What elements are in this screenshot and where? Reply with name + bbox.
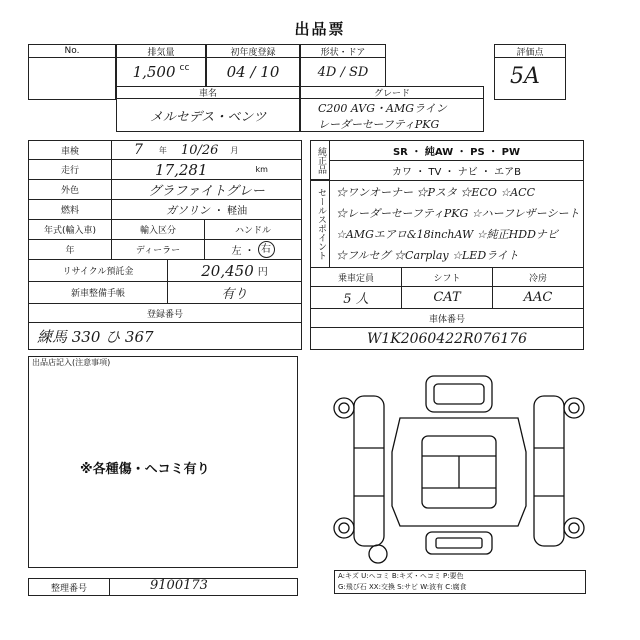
- management-number-label: 整理番号: [28, 578, 110, 596]
- wheel-rear-left: [334, 518, 354, 538]
- displacement-label: 排気量: [116, 44, 206, 58]
- recycle-value: 20,450: [201, 261, 254, 280]
- exterior-color-value: グラファイトグレー: [111, 179, 302, 200]
- fuel-value-cell: [111, 199, 302, 220]
- rear-roof-outline: [426, 376, 492, 412]
- sales-point-3: ☆AMGエアロ&18inchAW ☆純正HDDナビ: [336, 228, 558, 241]
- page-title: 出品票: [294, 20, 346, 38]
- first-registration-value: 04 / 10: [206, 57, 300, 87]
- handle-label: ハンドル: [204, 219, 302, 240]
- year-unit: 年: [158, 145, 167, 155]
- passengers-value: 5 人: [310, 286, 402, 309]
- ac-label: 冷房: [492, 267, 584, 287]
- passengers-label: 乗車定員: [310, 267, 402, 287]
- sales-point-label: セールスポイント: [315, 188, 326, 260]
- month-unit: 月: [230, 145, 239, 155]
- rear-window-outline: [434, 384, 484, 404]
- wheel-front-right: [564, 398, 584, 418]
- registration-number-label: 登録番号: [28, 303, 302, 323]
- shape-door-label: 形状・ドア: [300, 44, 386, 58]
- year-label: 年: [28, 239, 112, 260]
- car-name-value: メルセデス・ベンツ: [116, 98, 300, 132]
- recycle-unit: 円: [257, 267, 268, 278]
- shape-door-value: 4D / SD: [300, 57, 386, 87]
- handle-right-circled: [258, 241, 275, 258]
- first-registration-label: 初年度登録: [206, 44, 300, 58]
- sales-point-label-cell: [310, 180, 330, 268]
- left-side-outline: [354, 396, 384, 546]
- fuel-option: ・ 軽油: [213, 206, 248, 217]
- model-year-label: 年式(輸入車): [28, 219, 112, 240]
- maintenance-manual-value: 有り: [167, 281, 302, 304]
- handle-separator: ・: [244, 246, 255, 257]
- management-number-value: 9100173: [150, 578, 208, 593]
- shift-value: CAT: [401, 286, 493, 309]
- shift-label: シフト: [401, 267, 493, 287]
- vin-value: W1K2060422R076176: [310, 327, 584, 350]
- recycle-label: リサイクル預託金: [28, 259, 168, 282]
- car-damage-diagram: [330, 356, 588, 568]
- fuel-label: 燃料: [28, 199, 112, 220]
- fuel-value: ガソリン: [165, 203, 210, 217]
- sales-point-2: ☆レーダーセーフティPKG ☆ハーフレザーシート: [336, 207, 580, 220]
- wheel-rear-right: [564, 518, 584, 538]
- recycle-value-cell: [167, 259, 302, 282]
- grade-value-line-2: レーダーセーフティPKG: [318, 118, 440, 131]
- mileage-value-cell: [111, 159, 302, 180]
- registration-number-value: 練馬 330 ひ 367: [28, 322, 302, 350]
- sales-point-1: ☆ワンオーナー ☆Pスタ ☆ECO ☆ACC: [336, 186, 535, 199]
- vin-label: 車体番号: [310, 308, 584, 328]
- mileage-unit: km: [255, 165, 268, 174]
- maintenance-manual-label: 新車整備手帳: [28, 281, 168, 304]
- inspection-year: 7: [134, 142, 143, 158]
- inspection-value-cell: [111, 140, 302, 160]
- displacement-unit: cc: [179, 63, 190, 73]
- grade-value-line-1: C200 AVG・AMGライン: [318, 102, 447, 115]
- genuine-parts-label: 純正品: [315, 146, 326, 174]
- wheel-front-left: [334, 398, 354, 418]
- right-side-outline: [534, 396, 564, 546]
- mileage-value: 17,281: [155, 160, 208, 179]
- mileage-label: 走行: [28, 159, 112, 180]
- ac-value: AAC: [492, 286, 584, 309]
- handle-value-cell: [204, 239, 302, 260]
- sales-point-4: ☆フルセグ ☆Carplay ☆LEDライト: [336, 249, 519, 262]
- inspection-month-day: 10/26: [180, 142, 219, 158]
- legend-line-1: A:キズ U:ヘコミ B:キズ・ヘコミ P:要色: [338, 572, 464, 580]
- genuine-parts-row-1: SR ・ 純AW ・ PS ・ PW: [329, 140, 584, 161]
- remarks-body: ※各種傷・ヘコミ有り: [80, 462, 210, 477]
- dealer-label: ディーラー: [111, 239, 205, 260]
- score-label: 評価点: [494, 44, 566, 58]
- car-name-label: 車名: [116, 86, 300, 99]
- grade-label: グレード: [300, 86, 484, 99]
- remarks-label: 出品店記入(注意事項): [32, 358, 111, 367]
- no-label: No.: [28, 44, 116, 58]
- legend-line-2: G:飛び石 XX:交換 S:サビ W:波有 C:腐食: [338, 583, 467, 591]
- genuine-parts-row-2: カワ ・ TV ・ ナビ ・ エアB: [329, 160, 584, 181]
- score-value: 5A: [510, 64, 540, 89]
- displacement-value-cell: [116, 57, 206, 87]
- handle-left: 左: [231, 246, 242, 257]
- spare-tire: [369, 545, 387, 563]
- genuine-parts-label-cell: [310, 140, 330, 180]
- inspection-label: 車検: [28, 140, 112, 160]
- handle-right: 右: [261, 244, 271, 255]
- displacement-value: 1,500: [132, 63, 176, 81]
- import-type-label: 輸入区分: [111, 219, 205, 240]
- exterior-color-label: 外色: [28, 179, 112, 200]
